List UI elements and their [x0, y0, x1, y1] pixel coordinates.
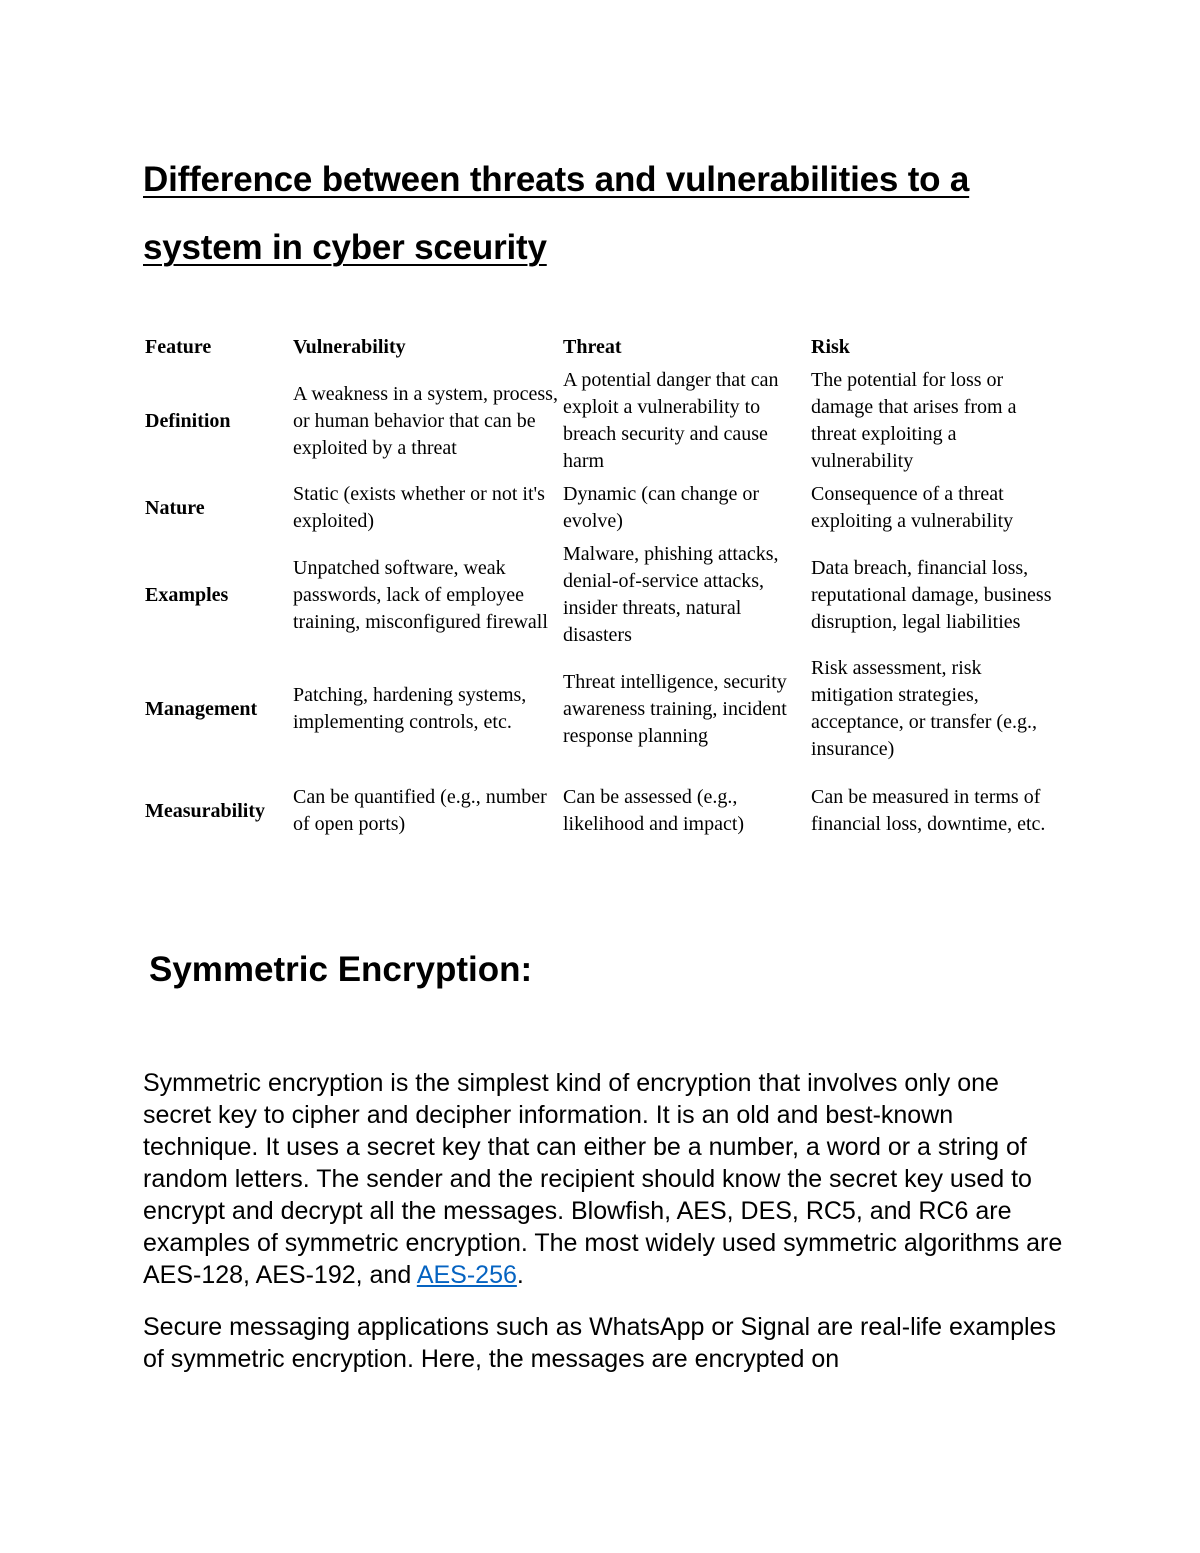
cell-threat: Dynamic (can change or evolve) [563, 483, 760, 532]
table-row [143, 652, 1063, 766]
header-vulnerability: Vulnerability [293, 335, 406, 358]
table-row [143, 538, 1063, 652]
paragraph-messaging-examples: Secure messaging applications such as WhatsApp or Signal are real-life examples of symmetric encryption. Here, the messages are encrypted on [143, 1313, 1056, 1373]
cell-risk: Risk assessment, risk mitigation strategies, acceptance, or transfer (e.g., insurance) [811, 657, 1037, 760]
paragraph-symmetric-intro [143, 1067, 1063, 1291]
table-row [143, 364, 1063, 478]
cell-risk: Consequence of a threat exploiting a vulnerability [811, 483, 1014, 532]
cell-risk: Can be measured in terms of financial loss, downtime, etc. [811, 786, 1046, 835]
cell-vulnerability: Static (exists whether or not it's exploited) [293, 483, 545, 532]
table-row [143, 766, 1063, 856]
cell-risk: The potential for loss or damage that arises from a threat exploiting a vulnerability [811, 369, 1017, 472]
cell-threat: A potential danger that can exploit a vulnerability to breach security and cause harm [563, 369, 779, 472]
comparison-table [143, 330, 1063, 856]
cell-threat: Can be assessed (e.g., likelihood and impact) [563, 786, 745, 835]
paragraph-end: . [516, 1261, 524, 1289]
cell-feature: Measurability [145, 799, 265, 822]
header-feature: Feature [145, 335, 212, 358]
cell-threat: Threat intelligence, security awareness training, incident response planning [563, 670, 787, 747]
aes-256-link[interactable]: AES-256 [416, 1261, 517, 1289]
cell-risk: Data breach, financial loss, reputational damage, business disruption, legal liabilities [811, 556, 1052, 633]
paragraph-text: Symmetric encryption is the simplest kind of encryption that involves only one secret key to cipher and decipher information. It is an old and best-known technique. It uses a secret key that can either be a number, a word or a string of random letters. The sender and the recipient should know the secret key used to encrypt and decrypt all the messages. Blowfish, AES, DES, RC5, and RC6 are examples of symmetric encryption. The most widely used symmetric algorithms are AES-128, AES-192, and [143, 1069, 1063, 1289]
header-threat: Threat [563, 335, 622, 358]
table-header-row [143, 330, 1063, 364]
cell-threat: Malware, phishing attacks, denial-of-service attacks, insider threats, natural disasters [563, 543, 779, 646]
cell-feature: Management [145, 697, 258, 720]
table-row [143, 478, 1063, 538]
cell-vulnerability: A weakness in a system, process, or human behavior that can be exploited by a threat [293, 382, 558, 459]
cell-vulnerability: Patching, hardening systems, implementing controls, etc. [293, 684, 527, 733]
cell-feature: Nature [145, 496, 205, 519]
document-title: Difference between threats and vulnerabilities to a system in cyber sceurity [143, 160, 970, 267]
section-heading: Symmetric Encryption: [149, 950, 533, 989]
cell-vulnerability: Can be quantified (e.g., number of open ports) [293, 786, 547, 835]
cell-feature: Examples [145, 583, 229, 606]
cell-vulnerability: Unpatched software, weak passwords, lack of employee training, misconfigured firewall [293, 556, 548, 633]
header-risk: Risk [811, 335, 850, 358]
cell-feature: Definition [145, 409, 231, 432]
